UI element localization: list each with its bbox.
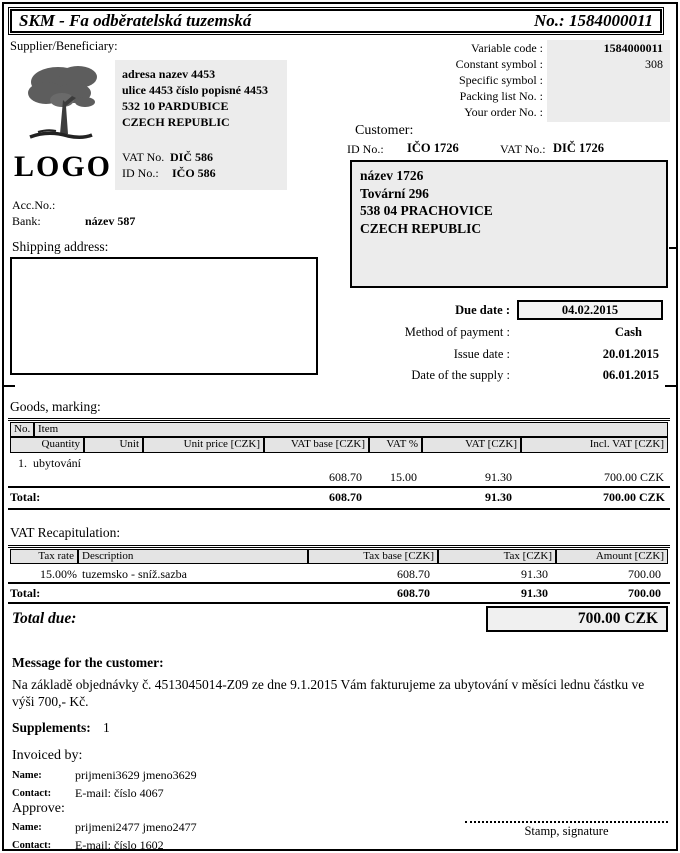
supplier-section-label: Supplier/Beneficiary: [10,39,118,53]
recap-total-label: Total: [10,586,41,600]
supplements-label: Supplements: [12,720,91,735]
recap-row-description: tuzemsko - sníž.sazba [82,567,187,581]
variable-code-value: 1584000011 [603,41,663,55]
fold-mark [669,247,678,249]
recap-total-rule [8,582,670,584]
invoiced-by-label: Invoiced by: [12,748,83,763]
approve-contact-value: E-mail: číslo 1602 [75,838,164,852]
approve-label: Approve: [12,801,65,816]
goods-item-vat-pct: 15.00 [390,470,417,484]
goods-item-vat: 91.30 [485,470,512,484]
goods-col-quantity: Quantity [10,437,84,453]
goods-total-vat-base: 608.70 [329,490,362,504]
issue-date-value: 20.01.2015 [602,347,659,361]
invoiced-name-label: Name: [12,770,42,781]
account-number-label: Acc.No.: [12,198,56,212]
shipping-section-label: Shipping address: [12,239,109,254]
invoiced-contact-label: Contact: [12,788,52,799]
recap-header-row [10,549,668,564]
recap-total-amount: 700.00 [628,586,661,600]
due-date-value: 04.02.2015 [517,300,663,320]
goods-col-unit-price: Unit price [CZK] [143,437,264,453]
document-title: SKM - Fa odběratelská tuzemská [19,11,252,30]
recap-col-description: Description [78,549,308,564]
goods-bottom-rule [8,508,670,510]
invoiced-name-value: prijmeni3629 jmeno3629 [75,768,197,782]
supplier-vat-label: VAT No. [122,150,165,164]
constant-symbol-value: 308 [645,57,663,71]
goods-total-rule [8,486,670,488]
recap-col-tax-rate: Tax rate [10,549,78,564]
recap-total-base: 608.70 [397,586,430,600]
tree-logo-icon [18,60,110,153]
goods-col-no: No. [10,422,34,437]
goods-header-row1 [10,422,668,437]
goods-col-vat-base: VAT base [CZK] [264,437,369,453]
goods-col-vat-pct: VAT % [369,437,422,453]
issue-date-label: Issue date : [453,347,510,361]
supply-date-value: 06.01.2015 [602,368,659,382]
logo-text: LOGO [14,150,113,183]
recap-total-tax: 91.30 [521,586,548,600]
title-bar [8,7,664,35]
goods-total-label: Total: [10,490,41,504]
approve-name-label: Name: [12,822,42,833]
due-date-label: Due date : [455,303,510,317]
goods-section-label: Goods, marking: [10,399,101,414]
payment-method-label: Method of payment : [404,325,510,339]
recap-row-rate: 15.00% [40,567,77,581]
goods-col-vat: VAT [CZK] [422,437,521,453]
vat-recap-section-label: VAT Recapitulation: [10,525,121,540]
customer-vat-value: DIČ 1726 [553,141,605,155]
fold-mark [665,385,678,387]
customer-address-line: 538 04 PRACHOVICE [360,203,493,218]
goods-header-row2 [10,437,668,453]
recap-row-base: 608.70 [397,567,430,581]
recap-col-tax-base: Tax base [CZK] [308,549,438,564]
recap-row-amount: 700.00 [628,567,661,581]
stamp-signature-line [465,821,668,823]
variable-code-label: Variable code : [471,41,543,55]
customer-message-label: Message for the customer: [12,655,164,670]
goods-item-vat-base: 608.70 [329,470,362,484]
supplier-address-line: CZECH REPUBLIC [122,115,230,129]
total-due-value: 700.00 CZK [486,606,668,632]
customer-address-line: název 1726 [360,168,424,183]
invoiced-contact-value: E-mail: číslo 4067 [75,786,164,800]
customer-message-text: Na základě objednávky č. 4513045014-Z09 ze dne 9.1.2015 Vám fakturujeme za ubytování v měsíci lednu částku ve výši 700,- Kč. [12,677,645,709]
invoice-number: No.: 1584000011 [534,11,653,30]
supplier-id-value: IČO 586 [172,166,216,180]
supplements-value: 1 [103,720,110,735]
fold-mark [2,385,15,387]
goods-col-unit: Unit [84,437,143,453]
goods-col-incl-vat: Incl. VAT [CZK] [521,437,668,453]
goods-item-incl-vat: 700.00 CZK [604,470,664,484]
goods-total-vat: 91.30 [485,490,512,504]
customer-address-line: Tovární 296 [360,185,429,201]
supplier-id-label: ID No.: [122,166,159,180]
approve-contact-label: Contact: [12,840,52,851]
total-due-label: Total due: [12,610,77,627]
recap-table-top-rule [8,545,670,548]
customer-id-value: IČO 1726 [407,141,459,155]
stamp-signature-label: Stamp, signature [524,824,609,838]
recap-col-tax: Tax [CZK] [438,549,556,564]
approve-name-value: prijmeni2477 jmeno2477 [75,820,197,834]
supplier-vat-value: DIČ 586 [170,150,214,164]
supply-date-label: Date of the supply : [411,368,510,382]
shipping-address-box [10,257,318,375]
customer-id-label: ID No.: [347,142,384,156]
supplier-address-line: 532 10 PARDUBICE [122,99,229,113]
customer-address-box [350,160,668,288]
bank-value: název 587 [85,214,136,228]
bank-label: Bank: [12,214,41,228]
customer-address-line: CZECH REPUBLIC [360,220,482,236]
specific-symbol-label: Specific symbol : [459,73,543,87]
your-order-label: Your order No. : [464,105,543,119]
recap-row-tax: 91.30 [521,567,548,581]
payment-method-value: Cash [614,325,642,339]
recap-col-amount: Amount [CZK] [556,549,668,564]
packing-list-label: Packing list No. : [459,89,543,103]
supplier-address-line: adresa nazev 4453 [122,67,216,81]
goods-col-item: Item [34,422,668,437]
customer-vat-label: VAT No.: [500,142,546,156]
goods-item-name: ubytování [33,456,81,470]
goods-total-incl-vat: 700.00 CZK [602,490,665,504]
customer-section-label: Customer: [355,123,414,138]
goods-item-number: 1. [18,456,27,470]
supplier-address-line: ulice 4453 číslo popisné 4453 [122,83,269,97]
recap-bottom-rule [8,602,670,604]
constant-symbol-label: Constant symbol : [455,57,543,71]
goods-table-top-rule [8,418,670,421]
